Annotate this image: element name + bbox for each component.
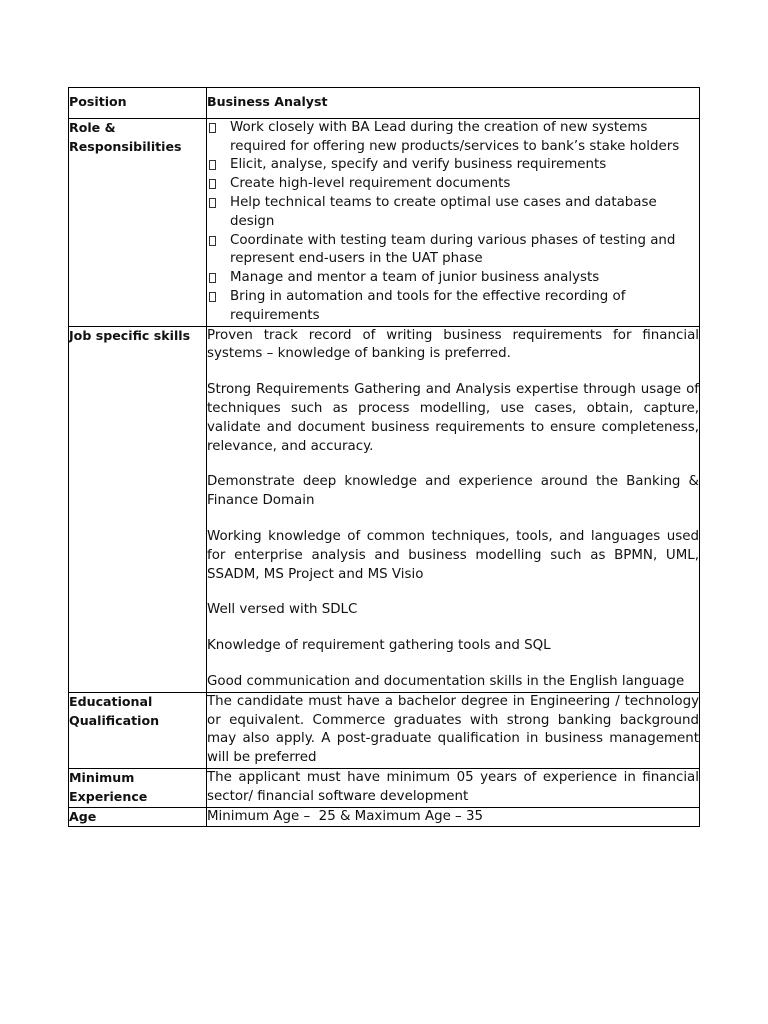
bullet-box-icon	[209, 198, 216, 208]
responsibilities-list	[207, 119, 699, 326]
position-label: Position	[69, 88, 207, 119]
experience-row	[69, 768, 700, 807]
role-value	[207, 118, 700, 326]
age-row	[69, 807, 700, 827]
bullet-box-icon	[209, 273, 216, 283]
list-item	[207, 175, 699, 194]
list-item-text: Coordinate with testing team during various phases of testing and represent end-users in the UAT phase	[230, 232, 676, 267]
experience-value: The applicant must have minimum 05 years of experience in financial sector/ financial software development	[207, 768, 700, 807]
role-row	[69, 118, 700, 326]
list-item-text: Create high-level requirement documents	[230, 176, 511, 192]
list-item	[207, 288, 699, 326]
position-value: Business Analyst	[207, 88, 700, 119]
skill-paragraph: Demonstrate deep knowledge and experience around the Banking & Finance Domain	[207, 474, 699, 509]
bullet-box-icon	[209, 160, 216, 170]
list-item	[207, 119, 699, 157]
position-row	[69, 88, 700, 119]
skills-row	[69, 326, 700, 692]
bullet-box-icon	[209, 123, 216, 133]
skill-paragraph: Good communication and documentation skills in the English language	[207, 673, 685, 689]
list-item	[207, 194, 699, 232]
skill-paragraph: Knowledge of requirement gathering tools and SQL	[207, 638, 551, 654]
age-value: Minimum Age – 25 & Maximum Age – 35	[207, 807, 700, 827]
list-item-text: Elicit, analyse, specify and verify business requirements	[230, 157, 607, 173]
job-description-table	[68, 87, 700, 827]
education-value: The candidate must have a bachelor degree in Engineering / technology or equivalent. Commerce graduates with strong banking background may also apply. A post-graduate qualification in business management will be preferred	[207, 692, 700, 768]
list-item-text: Help technical teams to create optimal use cases and database design	[230, 194, 657, 229]
list-item-text: Bring in automation and tools for the effective recording of requirements	[230, 288, 626, 323]
list-item	[207, 269, 699, 288]
list-item-text: Manage and mentor a team of junior business analysts	[230, 270, 600, 286]
experience-label: Minimum Experience	[69, 768, 207, 807]
age-label: Age	[69, 807, 207, 827]
list-item	[207, 232, 699, 270]
skills-label: Job specific skills	[69, 326, 207, 692]
skill-paragraph: Proven track record of writing business requirements for financial systems – knowledge of banking is preferred.	[207, 327, 699, 362]
skill-paragraph: Well versed with SDLC	[207, 602, 358, 618]
role-label: Role & Responsibilities	[69, 118, 207, 326]
bullet-box-icon	[209, 179, 216, 189]
skill-paragraph: Working knowledge of common techniques, tools, and languages used for enterprise analysis and business modelling such as BPMN, UML, SSADM, MS Project and MS Visio	[207, 528, 699, 582]
bullet-box-icon	[209, 236, 216, 246]
education-row	[69, 692, 700, 768]
skills-value	[207, 326, 700, 692]
education-label: Educational Qualification	[69, 692, 207, 768]
list-item	[207, 156, 699, 175]
list-item-text: Work closely with BA Lead during the creation of new systems required for offering new products/services to bank’s stake holders	[230, 119, 680, 154]
skill-paragraph: Strong Requirements Gathering and Analysis expertise through usage of techniques such as process modelling, use cases, obtain, capture, validate and document business requirements to ensure completeness, relevance, and accuracy.	[207, 382, 699, 454]
bullet-box-icon	[209, 292, 216, 302]
